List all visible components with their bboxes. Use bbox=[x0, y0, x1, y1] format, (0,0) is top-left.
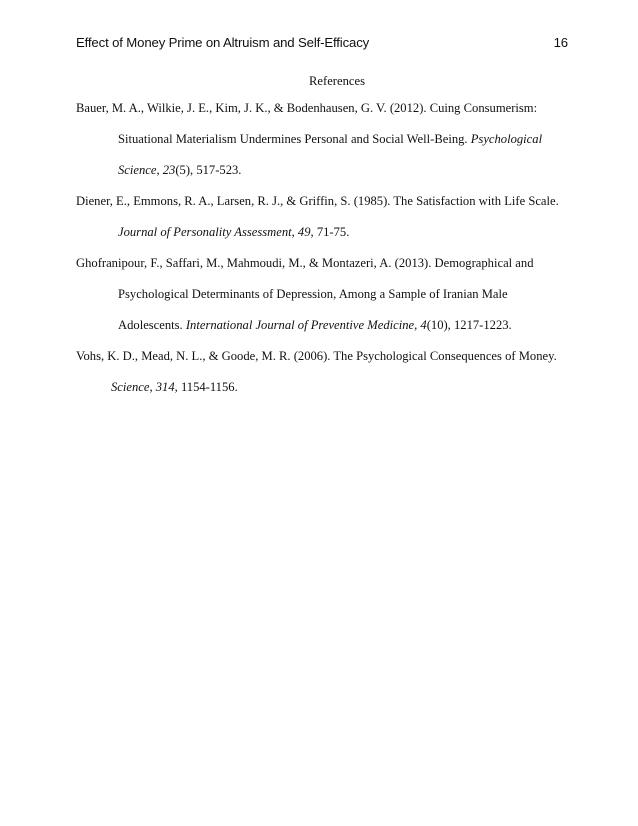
reference-text: , 71-75. bbox=[310, 225, 350, 239]
reference-text: , 1154-1156. bbox=[174, 380, 238, 394]
reference-entry bbox=[76, 93, 576, 186]
reference-entry bbox=[76, 248, 576, 341]
reference-text: Adolescents. bbox=[118, 318, 186, 332]
reference-line bbox=[76, 186, 576, 217]
references-heading: References bbox=[309, 74, 365, 88]
reference-text: (10), 1217-1223. bbox=[426, 318, 512, 332]
journal-title: Journal of Personality Assessment bbox=[118, 225, 292, 239]
reference-text: , bbox=[414, 318, 421, 332]
page-number: 16 bbox=[553, 35, 568, 50]
reference-line bbox=[76, 217, 576, 248]
reference-text: Bauer, M. A., Wilkie, J. E., Kim, J. K., & Bodenhausen, G. V. (2012). Cuing Consumerism: bbox=[76, 101, 538, 115]
reference-text: Psychological Determinants of Depression, Among a Sample of Iranian Male bbox=[118, 287, 508, 301]
reference-text: , bbox=[156, 163, 163, 177]
volume-number: 4 bbox=[420, 318, 427, 332]
reference-line bbox=[76, 279, 576, 310]
volume-number: 49 bbox=[297, 225, 311, 239]
running-head-title: Effect of Money Prime on Altruism and Self-Efficacy bbox=[76, 35, 370, 50]
volume-number: 23 bbox=[162, 163, 176, 177]
reference-text: , bbox=[291, 225, 298, 239]
reference-entry bbox=[76, 186, 576, 248]
running-head bbox=[76, 35, 568, 53]
reference-text: , bbox=[149, 380, 156, 394]
reference-text: Ghofranipour, F., Saffari, M., Mahmoudi, M., & Montazeri, A. (2013). Demographical and bbox=[76, 256, 534, 270]
journal-title: Psychological bbox=[470, 132, 543, 146]
reference-line bbox=[76, 341, 576, 372]
journal-title: Science bbox=[118, 163, 157, 177]
reference-line bbox=[76, 93, 576, 124]
reference-line bbox=[76, 372, 576, 403]
reference-line bbox=[76, 124, 576, 155]
journal-title: Science bbox=[111, 380, 150, 394]
reference-line bbox=[76, 155, 576, 186]
journal-title: International Journal of Preventive Medicine bbox=[185, 318, 415, 332]
volume-number: 314 bbox=[155, 380, 175, 394]
reference-line bbox=[76, 248, 576, 279]
reference-text: (5), 517-523. bbox=[175, 163, 242, 177]
reference-line bbox=[76, 310, 576, 341]
reference-text: Vohs, K. D., Mead, N. L., & Goode, M. R. (2006). The Psychological Consequences of Money. bbox=[76, 349, 557, 363]
reference-entry bbox=[76, 341, 576, 403]
reference-text: Situational Materialism Undermines Personal and Social Well-Being. bbox=[118, 132, 471, 146]
reference-text: Diener, E., Emmons, R. A., Larsen, R. J., & Griffin, S. (1985). The Satisfaction with Life Scale. bbox=[76, 194, 559, 208]
